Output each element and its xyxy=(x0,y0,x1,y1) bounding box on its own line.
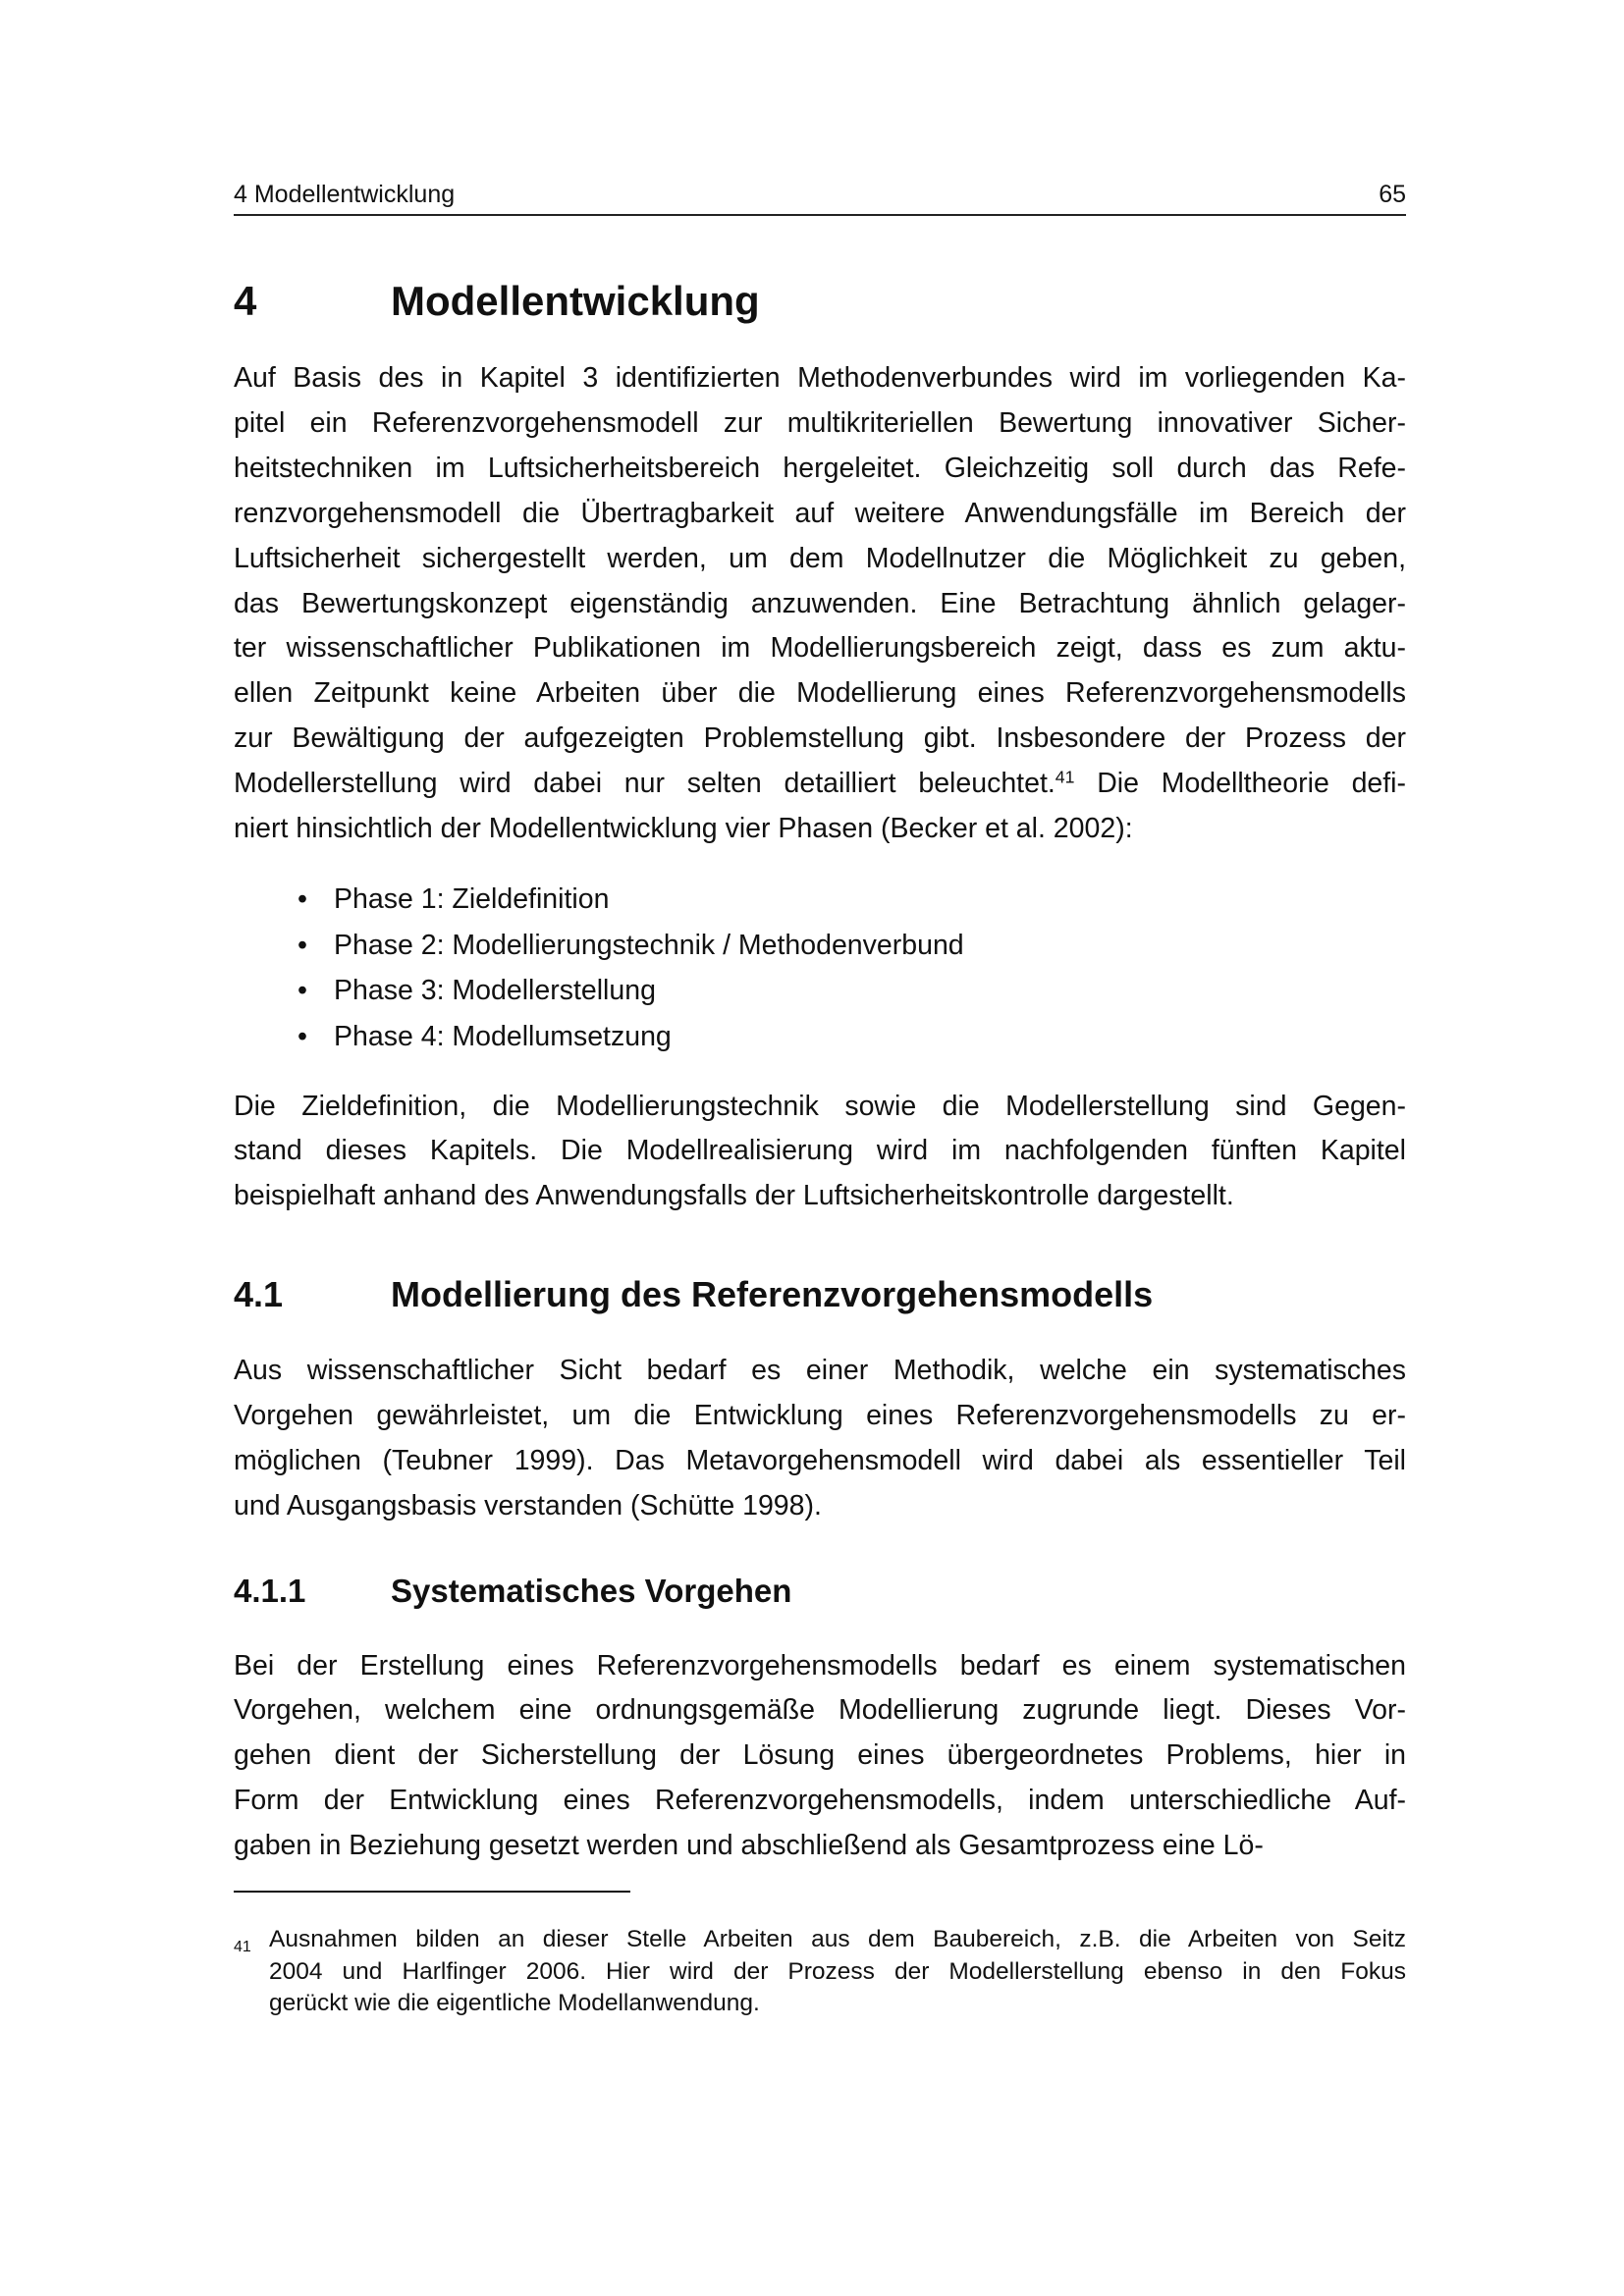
paragraph-1-line: ter wissenschaftlicher Publikationen im Modellierungsbereich zeigt, dass es zum aktu- xyxy=(234,632,1406,665)
paragraph-1-line: heitstechniken im Luftsicherheitsbereich hergeleitet. Gleichzeitig soll durch das Refe- xyxy=(234,452,1406,484)
bullet-item: Phase 1: Zieldefinition xyxy=(334,883,610,915)
page-number: 65 xyxy=(1379,181,1406,208)
paragraph-3-line: Vorgehen gewährleistet, um die Entwicklung eines Referenzvorgehensmodells zu er- xyxy=(234,1399,1406,1431)
paragraph-1-line: zur Bewältigung der aufgezeigten Problemstellung gibt. Insbesondere der Prozess der xyxy=(234,722,1406,755)
paragraph-4-line: Form der Entwicklung eines Referenzvorgehensmodells, indem unterschiedliche Auf- xyxy=(234,1785,1406,1817)
paragraph-4-line: gaben in Beziehung gesetzt werden und abschließend als Gesamtprozess eine Lö- xyxy=(234,1830,1264,1862)
bullet-icon: • xyxy=(298,1020,307,1052)
paragraph-1-line: ellen Zeitpunkt keine Arbeiten über die Modellierung eines Referenzvorgehensmodells xyxy=(234,677,1406,710)
paragraph-1-line: Modellerstellung wird dabei nur selten detailliert beleuchtet.$^{41}$ Die Modelltheorie defi- xyxy=(234,767,1407,800)
bullet-icon: • xyxy=(298,883,307,915)
section-number: 4.1 xyxy=(234,1274,284,1314)
paragraph-4-line: Bei der Erstellung eines Referenzvorgehensmodells bedarf es einem systematischen xyxy=(234,1649,1406,1682)
bullet-item: Phase 3: Modellerstellung xyxy=(334,975,656,1007)
footnote-marker: 41 xyxy=(234,1939,251,1955)
bullet-icon: • xyxy=(298,975,307,1007)
paragraph-3-line: möglichen (Teubner 1999). Das Metavorgehensmodell wird dabei als essentieller Teil xyxy=(234,1444,1406,1476)
chapter-title: Modellentwicklung xyxy=(391,278,760,324)
paragraph-1-line: das Bewertungskonzept eigenständig anzuwenden. Eine Betrachtung ähnlich gelager- xyxy=(234,587,1406,619)
bullet-item: Phase 2: Modellierungstechnik / Methodenverbund xyxy=(334,929,964,961)
subsection-number: 4.1.1 xyxy=(234,1573,306,1609)
paragraph-1-line: Luftsicherheit sichergestellt werden, um dem Modellnutzer die Möglichkeit zu geben, xyxy=(234,542,1406,574)
paragraph-1-line: renzvorgehensmodell die Übertragbarkeit auf weitere Anwendungsfälle im Bereich der xyxy=(234,497,1406,529)
footnote-reference: 41 xyxy=(1055,767,1075,787)
paragraph-3-line: Aus wissenschaftlicher Sicht bedarf es einer Methodik, welche ein systematisches xyxy=(234,1355,1406,1386)
paragraph-4-line: Vorgehen, welchem eine ordnungsgemäße Modellierung zugrunde liegt. Dieses Vor- xyxy=(234,1694,1406,1727)
footnote-rule xyxy=(234,1891,630,1893)
paragraph-1-line: pitel ein Referenzvorgehensmodell zur multikriteriellen Bewertung innovativer Sicher- xyxy=(234,406,1406,439)
paragraph-2-line: stand dieses Kapitels. Die Modellrealisierung wird im nachfolgenden fünften Kapitel xyxy=(234,1135,1406,1167)
paragraph-1-line: Auf Basis des in Kapitel 3 identifizierten Methodenverbundes wird im vorliegenden Ka- xyxy=(234,362,1406,394)
paragraph-3-line: und Ausgangsbasis verstanden (Schütte 1998). xyxy=(234,1489,822,1522)
running-header-title: 4 Modellentwicklung xyxy=(234,181,456,208)
subsection-title: Systematisches Vorgehen xyxy=(391,1573,792,1609)
footnote-line: Ausnahmen bilden an dieser Stelle Arbeiten aus dem Baubereich, z.B. die Arbeiten von Seitz xyxy=(269,1926,1406,1952)
bullet-item: Phase 4: Modellumsetzung xyxy=(334,1020,672,1052)
chapter-number: 4 xyxy=(234,278,257,324)
footnote-line: 2004 und Harlfinger 2006. Hier wird der Prozess der Modellerstellung ebenso in den Fokus xyxy=(269,1957,1406,1985)
paragraph-4-line: gehen dient der Sicherstellung der Lösung eines übergeordnetes Problems, hier in xyxy=(234,1739,1406,1772)
paragraph-1-line: niert hinsichtlich der Modellentwicklung vier Phasen (Becker et al. 2002): xyxy=(234,813,1133,844)
bullet-icon: • xyxy=(298,929,307,961)
paragraph-2-line: beispielhaft anhand des Anwendungsfalls der Luftsicherheitskontrolle dargestellt. xyxy=(234,1180,1234,1212)
section-title: Modellierung des Referenzvorgehensmodells xyxy=(391,1274,1154,1314)
paragraph-2-line: Die Zieldefinition, die Modellierungstechnik sowie die Modellerstellung sind Gegen- xyxy=(234,1090,1406,1122)
footnote-line: gerückt wie die eigentliche Modellanwendung. xyxy=(269,1990,760,2016)
header-rule xyxy=(234,214,1406,216)
